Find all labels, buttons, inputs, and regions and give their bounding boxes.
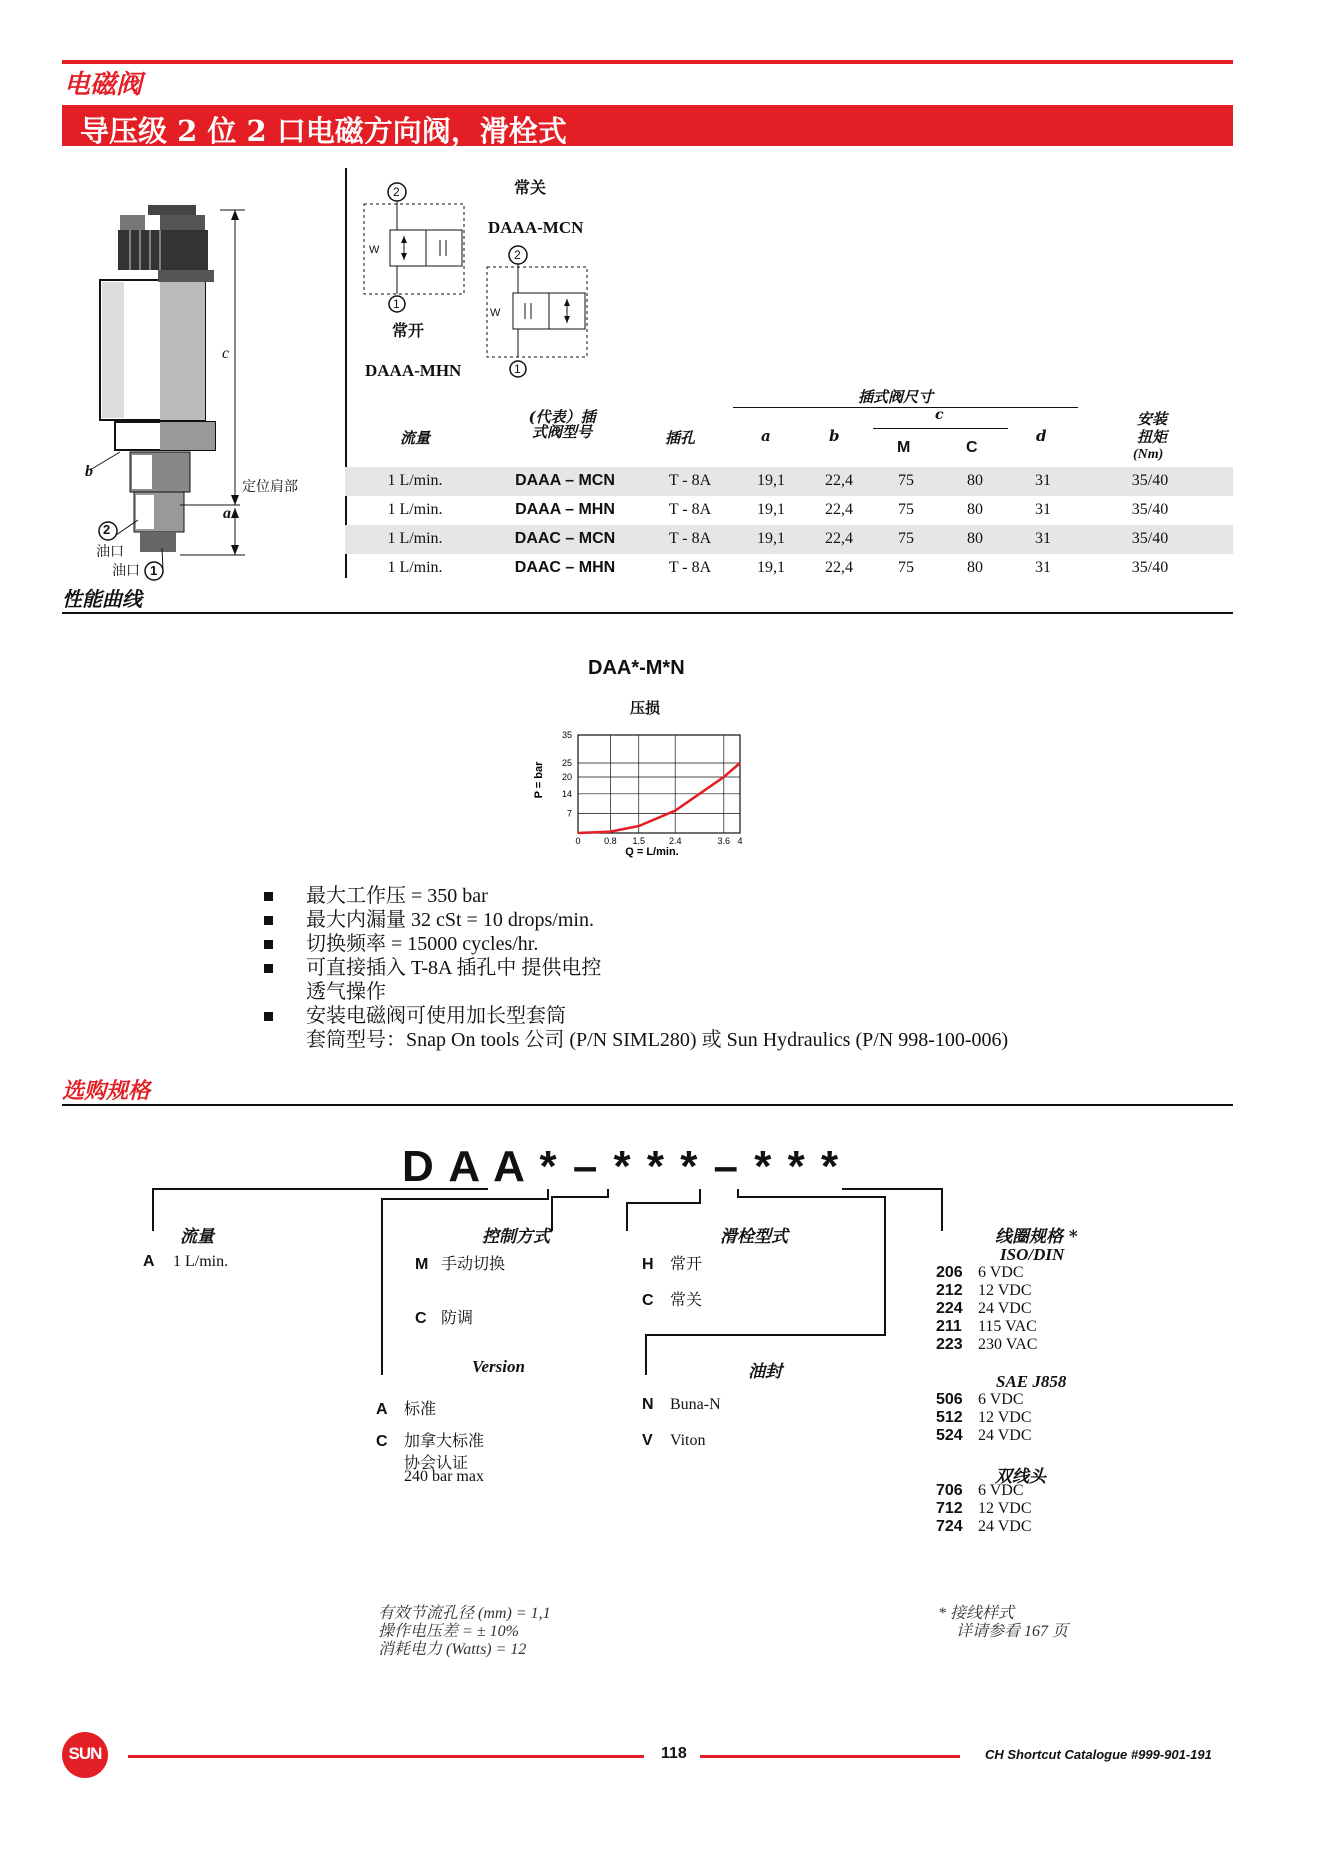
version-option-c: C 加拿大标准 [376,1431,485,1450]
wiring-note [938,1605,1068,1641]
list-item [262,884,1008,908]
version-option-c-line3: 240 bar max [404,1468,484,1485]
nc-model: DAAA-MCN [488,218,584,237]
control-option-m: M 手动切换 [415,1254,506,1273]
note-line: 有效节流孔径 (mm) = 1,1 [378,1605,551,1622]
cell-m: 75 [898,559,914,576]
header-rule [62,60,1233,64]
table-row [345,467,1233,496]
cell-d: 31 [1035,472,1051,489]
header-flow: 流量 [400,429,431,447]
table-row [345,525,1233,554]
cell-torque: 35/40 [1131,559,1169,576]
chart-y-label: P = bar [533,761,545,799]
no-title: 常开 [392,321,425,340]
dim-label-a: a [223,505,231,522]
spool-option-c: C 常关 [642,1290,703,1309]
cell-m: 75 [898,501,914,518]
header-torque-unit: (Nm) [1133,447,1164,462]
group-rule [733,407,1078,408]
spec-notes [378,1605,551,1659]
nc-spring-label: W [490,307,501,319]
coil-option: 512 12 VDC [936,1409,1032,1426]
coil-option: 706 6 VDC [936,1482,1024,1499]
cell-cavity: T - 8A [668,530,712,547]
list-item [262,956,1008,980]
coil-option: 223 230 VAC [936,1336,1038,1353]
cell-d: 31 [1035,530,1051,547]
cell-torque: 35/40 [1131,472,1169,489]
port2-label: 油口 [96,544,124,560]
bullet-text: 可直接插入 T-8A 插孔中 提供电控 [306,957,602,979]
coil-option: 206 6 VDC [936,1264,1024,1281]
header-a: a [761,427,771,445]
chart-y-tick: 7 [566,808,572,819]
cell-torque: 35/40 [1131,530,1169,547]
coil-dual-list [936,1482,1032,1536]
seal-option-n: N Buna-N [642,1396,721,1413]
header-c: c [935,407,944,423]
coil-option: 224 24 VDC [936,1300,1032,1317]
header-d: d [1036,427,1047,445]
ordering-connectors [140,1185,980,1385]
chart-x-tick: 1.5 [632,836,646,846]
title-banner [62,105,1233,146]
spool-title: 滑栓型式 [720,1227,788,1247]
cell-b: 22,4 [825,530,853,547]
cell-flow: 1 L/min. [387,472,443,489]
footer-rule-right [700,1755,960,1758]
dim-label-b: b [85,463,93,480]
coil-option: 211 115 VAC [936,1318,1037,1335]
coil-dual-title: 双线头 [995,1467,1046,1487]
no-port-top: 2 [393,185,400,199]
coil-option: 212 12 VDC [936,1282,1032,1299]
cell-a: 19,1 [757,559,785,576]
pressure-drop-chart [530,725,755,860]
chart-x-tick: 2.4 [668,836,682,846]
cell-c: 80 [967,472,983,489]
dim-label-c: c [222,345,230,362]
cell-c: 80 [967,530,983,547]
cell-c: 80 [967,559,983,576]
header-model: (代表）插式阀型号 [528,408,596,441]
ordering-code: D A A * – * * * – * * * [402,1142,841,1191]
cell-flow: 1 L/min. [387,530,443,547]
chart-x-tick: 4 [737,836,743,846]
coil-sae-list [936,1391,1032,1445]
chart-x-tick: 3.6 [717,836,731,846]
chart-series-line [578,763,740,833]
cell-model: DAAC – MHN [514,559,616,576]
note-line: 消耗电力 (Watts) = 12 [378,1641,527,1658]
cell-c: 80 [967,501,983,518]
catalogue-number: CH Shortcut Catalogue #999-901-191 [985,1747,1212,1762]
bullet-text: 最大内漏量 32 cSt = 10 drops/min. [306,909,594,931]
note-line: 操作电压差 = ± 10% [378,1623,519,1640]
cell-cavity: T - 8A [668,559,712,576]
cell-torque: 35/40 [1131,501,1169,518]
coil-iso-title: ISO/DIN [1000,1245,1065,1264]
footer-rule-left [128,1755,644,1758]
features-list [262,884,1008,1052]
cell-d: 31 [1035,559,1051,576]
note-line: * 接线样式 [938,1605,1015,1622]
bullet-text: 切换频率 = 15000 cycles/hr. [306,933,539,955]
nc-port-bottom: 1 [514,362,521,376]
performance-rule [62,612,1233,614]
cell-a: 19,1 [757,501,785,518]
chart-x-label: Q = L/min. [625,846,679,858]
cell-a: 19,1 [757,530,785,547]
cell-a: 19,1 [757,472,785,489]
cell-b: 22,4 [825,501,853,518]
cell-flow: 1 L/min. [387,501,443,518]
ordering-title: 选购规格 [62,1078,151,1104]
note-line: 详请参看 167 页 [956,1623,1069,1640]
coil-option: 524 24 VDC [936,1427,1032,1444]
cell-m: 75 [898,530,914,547]
list-item-continuation [262,1028,1008,1052]
header-c-c: C [966,439,978,456]
cell-d: 31 [1035,501,1051,518]
list-item-continuation [262,980,1008,1004]
cell-model: DAAA – MHN [515,501,615,518]
table-row [345,554,1233,583]
nc-valve-symbol [485,245,590,380]
cell-model: DAAA – MCN [515,472,615,489]
chart-y-tick: 35 [561,730,572,740]
flow-title: 流量 [180,1227,214,1247]
c-rule [873,428,1008,429]
page-title: 导压级 2 位 2 口电磁方向阀，滑栓式 [80,114,567,148]
spool-option-h: H 常开 [642,1254,703,1273]
page-number: 118 [661,1745,687,1762]
cell-m: 75 [898,472,914,489]
chart-x-tick: 0 [575,836,581,846]
header-b: b [829,427,840,445]
list-item [262,932,1008,956]
sun-logo [62,1732,108,1778]
cell-b: 22,4 [825,472,853,489]
shoulder-label: 定位肩部 [242,479,298,495]
seal-title: 油封 [748,1362,782,1382]
group-header: 插式阀尺寸 [858,388,934,406]
header-c-m: M [897,439,911,456]
cell-cavity: T - 8A [668,472,712,489]
header-torque: 安装扭矩 [1136,410,1167,446]
seal-option-v: V Viton [642,1432,706,1449]
spec-table [345,467,1233,585]
version-option-c-line2: 协会认证 [404,1453,469,1472]
coil-option: 506 6 VDC [936,1391,1024,1408]
header-cavity: 插孔 [665,429,696,447]
bullet-text: 最大工作压 = 350 bar [306,885,488,907]
no-model: DAAA-MHN [365,361,462,380]
list-item [262,908,1008,932]
coil-sae-title: SAE J858 [996,1372,1067,1391]
ordering-rule [62,1104,1233,1106]
flow-option: A 1 L/min. [143,1253,229,1270]
coil-title: 线圈规格 * [995,1227,1078,1247]
version-title: Version [472,1357,525,1376]
version-option-a: A 标准 [376,1399,437,1418]
coil-option: 724 24 VDC [936,1518,1032,1535]
cell-cavity: T - 8A [668,501,712,518]
control-title: 控制方式 [482,1227,550,1247]
port1-number: 1 [150,563,158,578]
category-title: 电磁阀 [64,70,143,100]
bullet-text: 套筒型号：Snap On tools 公司 (P/N SIML280) 或 Sun Hydraulics (P/N 998-100-006) [306,1029,1009,1051]
table-row [345,496,1233,525]
cell-b: 22,4 [825,559,853,576]
chart-y-tick: 25 [561,758,572,768]
chart-x-tick: 0.8 [604,836,617,846]
chart-y-tick: 14 [561,788,572,799]
control-option-c: C 防调 [415,1308,474,1327]
no-spring-label: W [369,244,380,256]
logo-text: SUN [68,1744,102,1763]
cell-model: DAAC – MCN [514,530,616,547]
chart-y-tick: 20 [561,772,572,782]
nc-port-top: 2 [514,248,521,262]
port2-number: 2 [103,522,111,537]
chart-title: DAA*-M*N [588,657,685,679]
performance-title: 性能曲线 [62,587,142,611]
coil-option: 712 12 VDC [936,1500,1032,1517]
port1-label: 油口 [112,563,140,579]
list-item [262,1004,1008,1028]
bullet-text: 透气操作 [306,981,386,1003]
chart-subtitle: 压损 [630,699,661,717]
no-port-bottom: 1 [393,297,400,311]
nc-title: 常关 [514,178,547,197]
cell-flow: 1 L/min. [387,559,443,576]
bullet-text: 安装电磁阀可使用加长型套筒 [306,1005,566,1027]
coil-iso-list [936,1264,1037,1354]
